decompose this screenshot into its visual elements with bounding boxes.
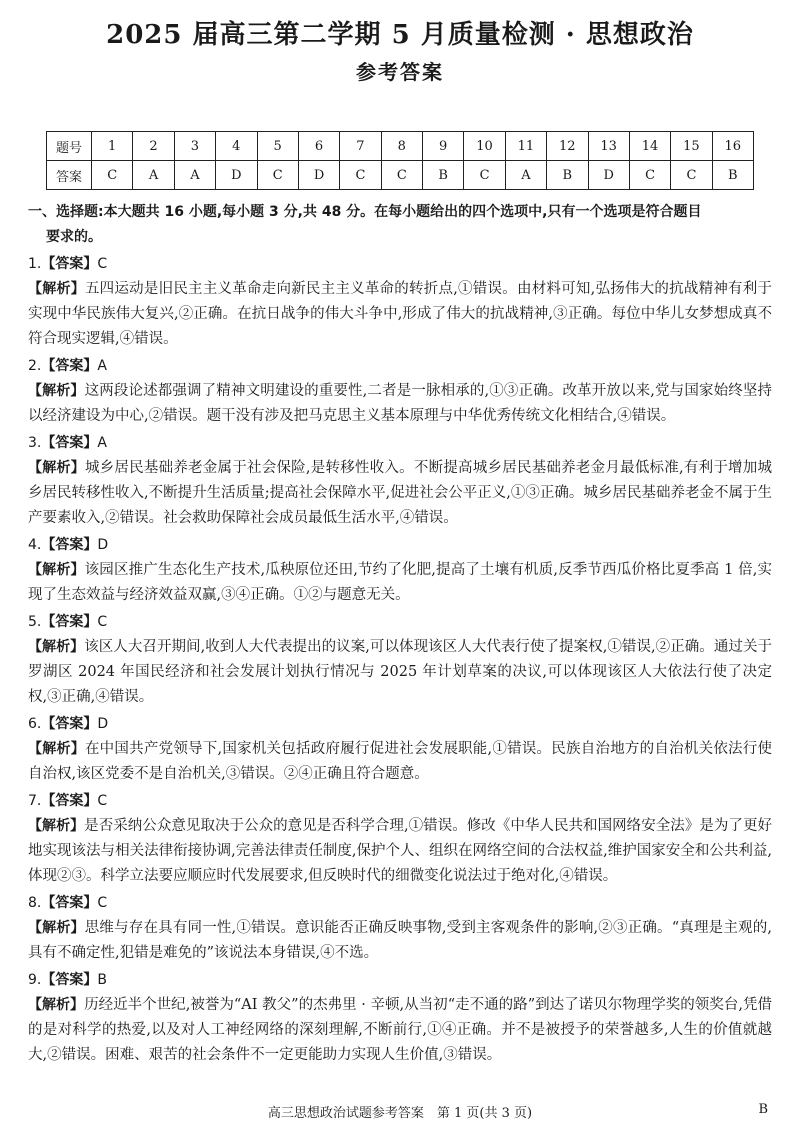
page-footer: 高三思想政治试题参考答案 第 1 页(共 3 页) bbox=[267, 1106, 533, 1121]
explanation-tag: 【解析】 bbox=[28, 997, 85, 1013]
explanation-text: 在中国共产党领导下,国家机关包括政府履行促进社会发展职能,①错误。民族自治地方的自治机关依法行使自治权,该区党委不是自治机关,③错误。②④正确且符合题意。 bbox=[28, 741, 773, 782]
answer-line bbox=[28, 252, 772, 277]
answer-value: C bbox=[97, 793, 108, 809]
answer-value: D bbox=[97, 716, 109, 732]
answer-value: B bbox=[97, 972, 107, 988]
explanation-text: 思维与存在具有同一性,①错误。意识能否正确反映事物,受到主客观条件的影响,②③正确。“真理是主观的,具有不确定性,犯错是难免的”该说法本身错误,④不选。 bbox=[28, 920, 772, 961]
explanation bbox=[28, 635, 772, 710]
answer-table-answer-row bbox=[47, 161, 754, 190]
answer-cell: D bbox=[216, 161, 257, 190]
answer-cell: C bbox=[92, 161, 133, 190]
question-block bbox=[28, 968, 772, 1068]
question-number-cell: 3 bbox=[174, 132, 215, 161]
explanation-text: 这两段论述都强调了精神文明建设的重要性,二者是一脉相承的,①③正确。改革开放以来,党与国家始终坚持以经济建设为中心,②错误。题干没有涉及把马克思主义基本原理与中华优秀传统文化相结合,④错误。 bbox=[28, 383, 773, 424]
explanation-tag: 【解析】 bbox=[28, 460, 85, 476]
answer-cell: D bbox=[298, 161, 339, 190]
answer-value: D bbox=[97, 537, 109, 553]
answer-tag: 【答案】 bbox=[41, 895, 98, 911]
question-number: 6. bbox=[28, 716, 42, 732]
answer-value: C bbox=[97, 895, 108, 911]
answer-table-number-row bbox=[47, 132, 754, 161]
answer-value: C bbox=[97, 256, 108, 272]
explanation bbox=[28, 558, 772, 608]
question-block bbox=[28, 431, 772, 531]
explanation-text: 该区人大召开期间,收到人大代表提出的议案,可以体现该区人大代表行使了提案权,①错误,②正确。通过关于罗湖区 2024 年国民经济和社会发展计划执行情况与 2025 年计划草案的决议,可以体现该区人大依法行使了决定权,③正确,④错误。 bbox=[28, 639, 773, 705]
explanation bbox=[28, 916, 772, 966]
answer-line bbox=[28, 610, 772, 635]
answer-cell: A bbox=[174, 161, 215, 190]
explanation-tag: 【解析】 bbox=[28, 741, 85, 757]
question-number: 5. bbox=[28, 614, 42, 630]
question-number-cell: 9 bbox=[423, 132, 464, 161]
question-number: 1. bbox=[28, 256, 42, 272]
answer-tag: 【答案】 bbox=[41, 358, 98, 374]
answer-value: C bbox=[97, 614, 108, 630]
explanation bbox=[28, 814, 772, 889]
answer-cell: A bbox=[133, 161, 174, 190]
answer-line bbox=[28, 968, 772, 993]
explanation-tag: 【解析】 bbox=[28, 920, 85, 936]
question-number: 7. bbox=[28, 793, 42, 809]
explanation-text: 五四运动是旧民主主义革命走向新民主主义革命的转折点,①错误。由材料可知,弘扬伟大的抗战精神有利于实现中华民族伟大复兴,②正确。在抗日战争的伟大斗争中,形成了伟大的抗战精神,③正确。每位中华儿女梦想成真不符合现实逻辑,④错误。 bbox=[28, 281, 773, 347]
explanation bbox=[28, 379, 772, 429]
question-number-cell: 2 bbox=[133, 132, 174, 161]
question-block bbox=[28, 354, 772, 429]
answer-cell: B bbox=[547, 161, 588, 190]
question-number-cell: 15 bbox=[671, 132, 712, 161]
answer-cell: C bbox=[381, 161, 422, 190]
answer-tag: 【答案】 bbox=[41, 256, 98, 272]
answer-cell: C bbox=[257, 161, 298, 190]
explanation bbox=[28, 737, 772, 787]
explanation bbox=[28, 993, 772, 1068]
question-block bbox=[28, 252, 772, 352]
explanation-text: 是否采纳公众意见取决于公众的意见是否科学合理,①错误。修改《中华人民共和国网络安全法》是为了更好地实现该法与相关法律衔接协调,完善法律责任制度,保护个人、组织在网络空间的合法权益,维护国家安全和公共利益,体现②③。科学立法要应顺应时代发展要求,但反映时代的细微变化说法过于绝对化,④错误。 bbox=[28, 818, 773, 884]
question-number: 9. bbox=[28, 972, 42, 988]
row-label-number: 题号 bbox=[47, 132, 92, 161]
question-number-cell: 5 bbox=[257, 132, 298, 161]
answer-tag: 【答案】 bbox=[41, 435, 98, 451]
answer-cell: C bbox=[629, 161, 670, 190]
question-number-cell: 7 bbox=[340, 132, 381, 161]
answer-value: A bbox=[97, 358, 107, 374]
answer-line bbox=[28, 891, 772, 916]
section-heading-continued: 要求的。 bbox=[46, 229, 102, 245]
answer-tag: 【答案】 bbox=[41, 972, 98, 988]
question-number-cell: 13 bbox=[588, 132, 629, 161]
answer-value: A bbox=[97, 435, 107, 451]
question-number-cell: 8 bbox=[381, 132, 422, 161]
answer-line bbox=[28, 533, 772, 558]
answer-content bbox=[28, 200, 772, 1068]
explanation-tag: 【解析】 bbox=[28, 639, 85, 655]
answer-table bbox=[46, 131, 754, 190]
explanation bbox=[28, 277, 772, 352]
explanation-text: 该园区推广生态化生产技术,瓜秧原位还田,节约了化肥,提高了土壤有机质,反季节西瓜价格比夏季高 1 倍,实现了生态效益与经济效益双赢,③④正确。①②与题意无关。 bbox=[28, 562, 772, 603]
question-block bbox=[28, 533, 772, 608]
question-number-cell: 16 bbox=[712, 132, 753, 161]
answer-line bbox=[28, 354, 772, 379]
explanation-tag: 【解析】 bbox=[28, 281, 85, 297]
answer-line bbox=[28, 712, 772, 737]
question-number-cell: 12 bbox=[547, 132, 588, 161]
answer-cell: B bbox=[712, 161, 753, 190]
paper-version: B bbox=[758, 1102, 768, 1117]
question-number-cell: 4 bbox=[216, 132, 257, 161]
answer-tag: 【答案】 bbox=[41, 716, 98, 732]
answer-cell: C bbox=[340, 161, 381, 190]
explanation bbox=[28, 456, 772, 531]
question-number-cell: 1 bbox=[92, 132, 133, 161]
question-number: 2. bbox=[28, 358, 42, 374]
explanation-tag: 【解析】 bbox=[28, 818, 85, 834]
section-heading: 一、选择题:本大题共 16 小题,每小题 3 分,共 48 分。在每小题给出的四个选项中,只有一个选项是符合题目 bbox=[28, 204, 702, 220]
question-number: 4. bbox=[28, 537, 42, 553]
question-number-cell: 6 bbox=[298, 132, 339, 161]
question-block bbox=[28, 789, 772, 889]
explanation-tag: 【解析】 bbox=[28, 383, 85, 399]
answer-cell: C bbox=[464, 161, 505, 190]
question-number-cell: 14 bbox=[629, 132, 670, 161]
explanation-tag: 【解析】 bbox=[28, 562, 85, 578]
page-title: 2025 届高三第二学期 5 月质量检测 · 思想政治 bbox=[106, 20, 694, 50]
row-label-answer: 答案 bbox=[47, 161, 92, 190]
answer-cell: B bbox=[423, 161, 464, 190]
question-number-cell: 11 bbox=[505, 132, 546, 161]
answer-cell: D bbox=[588, 161, 629, 190]
answer-tag: 【答案】 bbox=[41, 537, 98, 553]
question-block bbox=[28, 610, 772, 710]
question-number-cell: 10 bbox=[464, 132, 505, 161]
explanation-text: 历经近半个世纪,被誉为“AI 教父”的杰弗里 · 辛顿,从当初“走不通的路”到达了诺贝尔物理学奖的领奖台,凭借的是对科学的热爱,以及对人工神经网络的深刻理解,不断前行,①④正确。并不是被授予的荣誉越多,人生的价值就越大,②错误。困难、艰苦的社会条件不一定更能助力实现人生价值,③错误。 bbox=[28, 997, 772, 1063]
answer-line bbox=[28, 431, 772, 456]
question-block bbox=[28, 712, 772, 787]
answer-cell: A bbox=[505, 161, 546, 190]
answer-line bbox=[28, 789, 772, 814]
answer-cell: C bbox=[671, 161, 712, 190]
answer-tag: 【答案】 bbox=[41, 793, 98, 809]
explanation-text: 城乡居民基础养老金属于社会保险,是转移性收入。不断提高城乡居民基础养老金月最低标准,有利于增加城乡居民转移性收入,不断提升生活质量;提高社会保障水平,促进社会公平正义,①③正确。城乡居民基础养老金不属于生产要素收入,②错误。社会救助保障社会成员最低生活水平,④错误。 bbox=[28, 460, 773, 526]
answer-tag: 【答案】 bbox=[41, 614, 98, 630]
question-number: 3. bbox=[28, 435, 42, 451]
page-subtitle: 参考答案 bbox=[356, 60, 444, 84]
question-block bbox=[28, 891, 772, 966]
question-number: 8. bbox=[28, 895, 42, 911]
